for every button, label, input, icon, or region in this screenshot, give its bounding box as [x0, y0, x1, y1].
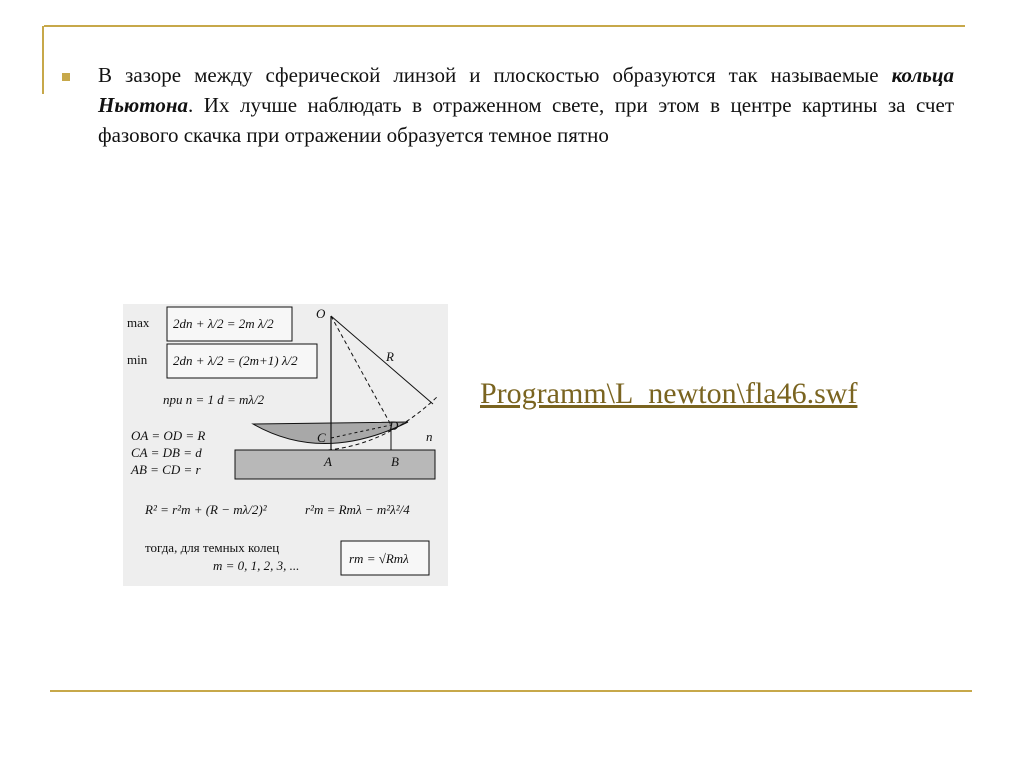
- bullet-square-icon: [62, 73, 70, 81]
- figure-svg: [123, 304, 448, 586]
- label-d: D: [389, 418, 399, 433]
- min-label: min: [127, 352, 148, 367]
- bullet-text-part1: В зазоре между сферической линзой и плоскостью образуются так называемые: [98, 63, 892, 87]
- eq-oa-od: OA = OD = R: [131, 428, 206, 443]
- max-label: max: [127, 315, 150, 330]
- formula-rm-squared: r²m = Rmλ − m²λ²/4: [305, 502, 410, 517]
- label-o: O: [316, 306, 326, 321]
- togda-text: тогда, для темных колец: [145, 540, 280, 555]
- m-values: m = 0, 1, 2, 3, ...: [213, 558, 300, 573]
- bullet-text-part2: . Их лучше наблюдать в отраженном свете, при этом в центре картины за счет фазового скачка при отражении образуется темное пятно: [98, 93, 954, 147]
- bullet-text: [98, 60, 954, 150]
- label-r: R: [386, 349, 394, 364]
- line-od: [331, 316, 391, 425]
- top-decor-line: [44, 25, 965, 27]
- bottom-decor-line: [50, 690, 972, 692]
- newton-rings-figure: [123, 304, 448, 586]
- eq-ca-db: CA = DB = d: [131, 445, 202, 460]
- max-formula: 2dn + λ/2 = 2m λ/2: [173, 316, 274, 331]
- result-formula: rm = √Rmλ: [349, 551, 409, 566]
- bullet-emphasis: кольца Ньютона: [98, 63, 954, 117]
- formula-r-squared: R² = r²m + (R − mλ/2)²: [145, 502, 267, 517]
- glass-plate: [235, 450, 435, 479]
- label-b: B: [391, 454, 399, 469]
- pri-formula: при n = 1 d = mλ/2: [163, 392, 265, 407]
- label-n: n: [426, 429, 433, 444]
- eq-ab-cd: AB = CD = r: [131, 462, 201, 477]
- line-r: [331, 316, 433, 404]
- left-decor-line: [42, 26, 44, 94]
- swf-program-link[interactable]: Programm\L_newton\fla46.swf: [480, 377, 858, 410]
- min-formula: 2dn + λ/2 = (2m+1) λ/2: [173, 353, 298, 368]
- label-a: A: [324, 454, 332, 469]
- label-c: C: [317, 430, 326, 445]
- bullet-item: [62, 60, 954, 150]
